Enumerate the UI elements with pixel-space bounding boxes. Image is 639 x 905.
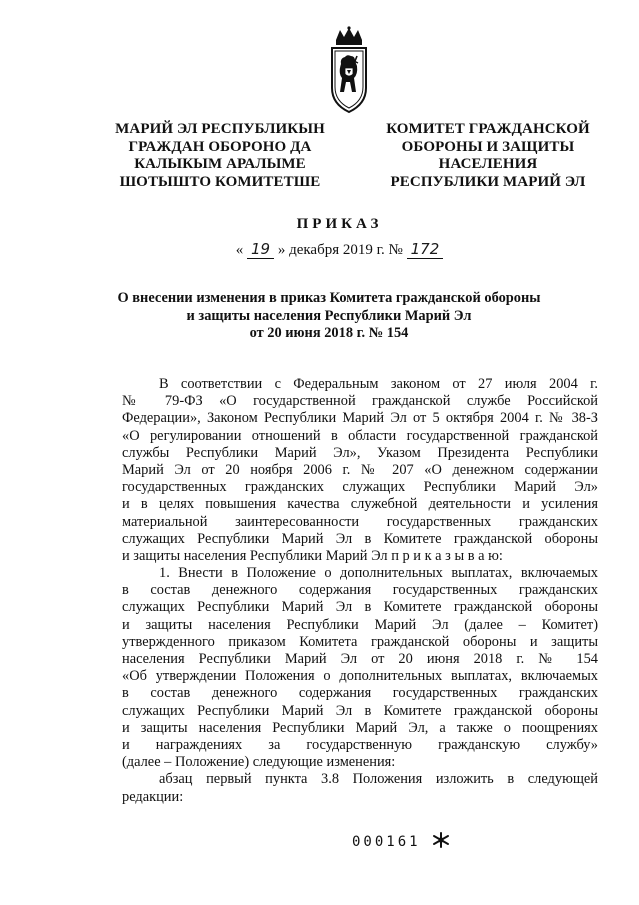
asterisk-stamp-icon bbox=[432, 832, 450, 848]
body-line: и защиты населения Республики Марий Эл, а также о поощрениях bbox=[122, 719, 598, 736]
body-line: абзац первый пункта 3.8 Положения изложить в следующей bbox=[159, 771, 598, 788]
header-left-line: КАЛЫКЫМ АРАЛЫМЕ bbox=[134, 156, 306, 172]
body-line: и в целях повышения качества служебной деятельности и усиления bbox=[122, 496, 598, 513]
body-line: государственных гражданских служащих Республики Марий Эл» bbox=[122, 479, 598, 496]
title-line: О внесении изменения в приказ Комитета гражданской обороны bbox=[117, 290, 541, 306]
title-line: от 20 июня 2018 г. № 154 bbox=[249, 325, 409, 341]
body-line: и защиты населения Республики Марий Эл п р и к а з ы в а ю: bbox=[122, 547, 503, 564]
document-title bbox=[100, 290, 558, 343]
date-day-handwritten: 19 bbox=[247, 240, 274, 259]
body-line: № 79-ФЗ «О государственной гражданской службе Российской bbox=[122, 393, 598, 410]
body-line: «О регулировании отношений в области государственной гражданской bbox=[122, 427, 598, 444]
body-line: утвержденного приказом Комитета гражданской обороны и защиты bbox=[122, 633, 598, 650]
body-line: «Об утверждении Положения о дополнительных выплатах, включаемых bbox=[122, 668, 598, 685]
header-right-line: РЕСПУБЛИКИ МАРИЙ ЭЛ bbox=[390, 173, 586, 190]
document-type-label: ПРИКАЗ bbox=[296, 216, 383, 232]
body-line: в состав денежного содержания государственных гражданских bbox=[122, 582, 598, 599]
header-right-line: КОМИТЕТ ГРАЖДАНСКОЙ bbox=[386, 121, 590, 137]
coat-of-arms-emblem bbox=[328, 26, 370, 116]
header-left-block bbox=[110, 121, 330, 191]
body-line: служащих Республики Марий Эл в Комитете гражданской обороны bbox=[122, 702, 598, 719]
body-line: службы Республики Марий Эл», Указом Президента Республики bbox=[122, 444, 598, 461]
body-line: в состав денежного содержания государственных гражданских bbox=[122, 685, 598, 702]
date-open-quote: « bbox=[235, 242, 244, 258]
header-left-line: ШОТЫШТО КОМИТЕТШЕ bbox=[119, 173, 321, 190]
body-line: В соответствии с Федеральным законом от 27 июля 2004 г. bbox=[159, 376, 598, 392]
body-line: материальной заинтересованности государственных гражданских bbox=[122, 513, 598, 530]
title-line: и защиты населения Республики Марий Эл bbox=[186, 307, 472, 324]
date-rest: » декабря 2019 г. № bbox=[277, 242, 403, 258]
serial-number: 000161 bbox=[352, 834, 421, 850]
header-left-line: ГРАЖДАН ОБОРОНО ДА bbox=[128, 138, 312, 155]
body-line: и награждениях за государственную гражданскую службу» bbox=[122, 736, 598, 753]
document-footer bbox=[352, 832, 450, 850]
header-right-line: ОБОРОНЫ И ЗАЩИТЫ bbox=[401, 138, 575, 155]
body-line: 1. Внести в Положение о дополнительных выплатах, включаемых bbox=[159, 565, 598, 582]
body-line: (далее – Положение) следующие изменения: bbox=[122, 754, 396, 771]
body-line: редакции: bbox=[122, 788, 184, 805]
body-line: служащих Республики Марий Эл в Комитете гражданской обороны bbox=[122, 530, 598, 547]
body-line: служащих Республики Марий Эл в Комитете гражданской обороны bbox=[122, 599, 598, 616]
document-number-handwritten: 172 bbox=[407, 240, 444, 259]
body-line: населения Республики Марий Эл от 20 июня 2018 г. № 154 bbox=[122, 651, 598, 667]
document-date-line bbox=[0, 240, 639, 259]
header-left-line: МАРИЙ ЭЛ РЕСПУБЛИКЫН bbox=[115, 121, 325, 137]
header-right-block bbox=[372, 121, 604, 191]
body-line: и защиты населения Республики Марий Эл (далее – Комитет) bbox=[122, 616, 598, 633]
header-right-line: НАСЕЛЕНИЯ bbox=[438, 156, 538, 172]
document-body bbox=[122, 376, 598, 806]
body-line: Федерации», Законом Республики Марий Эл от 5 октября 2004 г. № 38-З bbox=[122, 410, 598, 427]
body-line: Марий Эл от 20 ноября 2006 г. № 207 «О денежном содержании bbox=[122, 461, 598, 478]
